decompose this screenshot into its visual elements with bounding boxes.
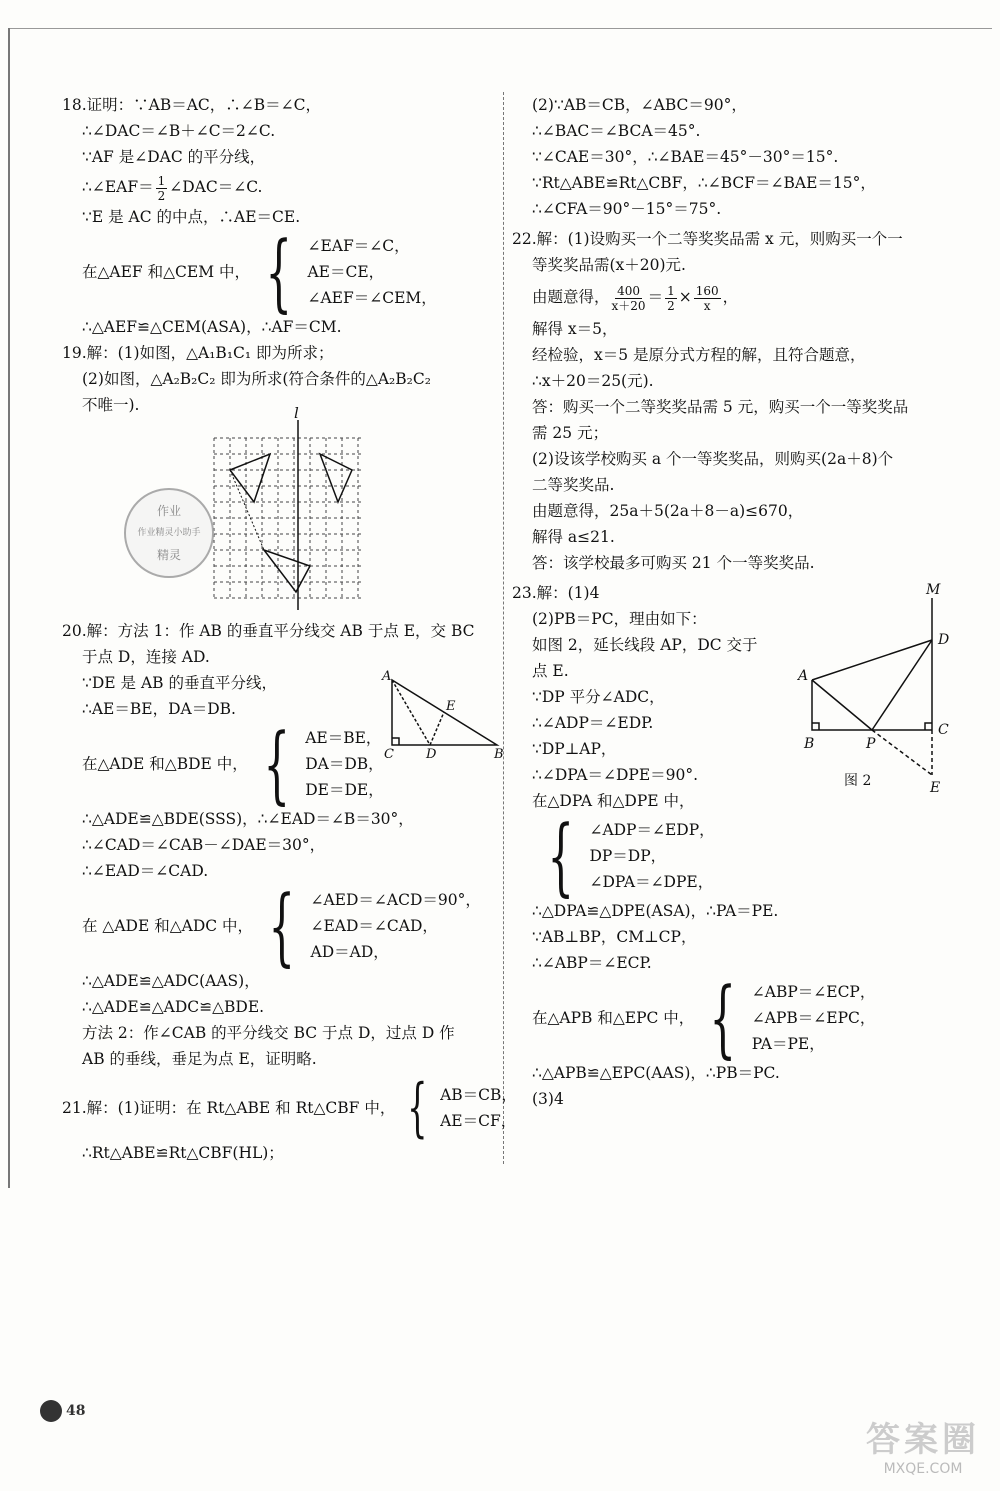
q18-line-5: ∴△AEF≌△CEM(ASA)，∴AF＝CM. [82, 318, 342, 336]
q22-line-1: 22.解：(1)设购买一个二等奖奖品需 x 元，则购买一个一 [512, 230, 903, 248]
q22-eq-lead: 由题意得， [532, 288, 610, 306]
q22-equation [512, 278, 962, 316]
q22-eq-mid: ＝ [647, 288, 664, 306]
q23-fig-label: M [926, 582, 941, 598]
q20-sys1-lead: 在△ADE 和△BDE 中， [82, 755, 248, 773]
q20-fig-label: E [446, 699, 456, 714]
q22-fraction-1 [612, 284, 646, 313]
brace-icon: { [263, 715, 290, 813]
q20-fig-label: B [494, 747, 504, 760]
q23-line-10: ∴△DPA≌△DPE(ASA)，∴PA＝PE. [532, 902, 779, 920]
q21-sys-rows [440, 1082, 517, 1134]
q18-system [62, 223, 502, 321]
q18-frac-den: 2 [157, 188, 166, 203]
q23-line-9: 在△DPA 和△DPE 中， [532, 792, 695, 810]
frac-den: 2 [667, 298, 675, 313]
q20-line-10: 方法 2：作∠CAB 的平分线交 BC 于点 D，过点 D 作 [82, 1024, 455, 1042]
brace-icon: { [709, 969, 737, 1067]
q20-sys2-row: ∠EAD＝∠CAD， [310, 917, 438, 935]
q21-sys-row: AB＝CB， [440, 1086, 517, 1104]
stamp-line: 作业精灵小助手 [137, 528, 201, 538]
q21-sys-row: AE＝CF， [440, 1112, 517, 1130]
brace-icon: { [407, 1071, 428, 1145]
q21b-line-3: ∵∠CAE＝30°，∴∠BAE＝45°－30°＝15°. [532, 148, 839, 166]
q22-line-7: 需 25 元； [532, 424, 609, 442]
q19-line-3: 不唯一). [82, 396, 140, 414]
q19-stamp [124, 488, 214, 578]
q23-fig-label: D [938, 632, 950, 648]
q23-sys1-rows [589, 817, 714, 895]
q18-system-lead: 在△AEF 和△CEM 中， [82, 263, 251, 281]
q23-sys2-row: ∠ABP＝∠ECP， [751, 983, 876, 1001]
q18-line-4: ∵E 是 AC 的中点，∴AE＝CE. [82, 208, 301, 226]
q21-lead: 21.解：(1)证明：在 Rt△ABE 和 Rt△CBF 中， [62, 1099, 396, 1117]
watermark [866, 1412, 980, 1477]
frac-den: x＋20 [611, 298, 646, 313]
q20-sys1-row: DA＝DB， [305, 755, 384, 773]
q18-line-1: 18.证明：∵AB＝AC，∴∠B＝∠C， [62, 96, 322, 114]
q23-fig-label: B [804, 736, 815, 752]
q21b-line-5: ∴∠CFA＝90°－15°＝75°. [532, 200, 722, 218]
q23-sys2-rows [752, 979, 876, 1057]
right-column [512, 92, 962, 1112]
q18-fraction-line [62, 170, 502, 204]
q20-line-8: ∴△ADE≌△ADC(AAS)， [82, 972, 260, 990]
q22-line-12: 答：该学校最多可购买 21 个一等奖奖品. [532, 554, 815, 572]
q22-eq-end: ， [722, 288, 739, 306]
watermark-url: MXQE.COM [883, 1461, 963, 1477]
q23-block [512, 580, 962, 905]
q23-fig-label: C [938, 722, 949, 738]
q20-line-6: ∴∠CAD＝∠CAB－∠DAE＝30°， [82, 836, 326, 854]
q22-line-4: 经检验，x＝5 是原分式方程的解，且符合题意， [532, 346, 866, 364]
q22-fraction-2 [665, 284, 677, 313]
q20-fig-label: D [426, 747, 437, 760]
stamp-line: 精灵 [156, 548, 181, 562]
q23-line-2: (2)PB＝PC，理由如下： [532, 610, 707, 628]
q22-line-10: 由题意得，25a＋5(2a＋8－a)≤670， [532, 502, 804, 520]
q21-line-end: ∴Rt△ABE≌Rt△CBF(HL)； [82, 1144, 284, 1162]
q19-grid-figure [212, 420, 392, 610]
q22-fraction-3 [694, 284, 721, 313]
q20-sys2-row: ∠AED＝∠ACD＝90°， [310, 891, 481, 909]
top-rule [8, 28, 992, 29]
frac-num: 160 [695, 283, 719, 298]
brace-icon: { [268, 877, 296, 975]
q18-line-3: ∵AF 是∠DAC 的平分线， [82, 148, 266, 166]
stamp-line: 作业 [156, 504, 181, 518]
q20-fig-label: A [382, 670, 392, 684]
left-column [62, 92, 517, 1166]
q18-frac-num: 1 [157, 173, 166, 188]
q20-triangle-figure [372, 670, 512, 760]
q20-block [62, 670, 504, 813]
q20-line-11: AB 的垂线，垂足为点 E，证明略. [82, 1050, 317, 1068]
q23-system-2 [512, 969, 962, 1067]
q23-sys2-lead: 在△APB 和△EPC 中， [532, 1009, 695, 1027]
q23-sys2-row: ∠APB＝∠EPC， [751, 1009, 876, 1027]
q20-line-3: ∵DE 是 AB 的垂直平分线， [82, 674, 277, 692]
q23-figure [782, 580, 972, 800]
q23-line-4: 点 E. [532, 662, 569, 680]
q20-sys2-rows [311, 887, 481, 965]
q23-fig-label: E [930, 780, 941, 796]
q23-line-7: ∵DP⊥AP， [532, 740, 617, 758]
q23-fig-label: A [798, 668, 809, 684]
q19-axis-label: l [294, 404, 299, 422]
q18-frac-prefix: ∴∠EAF＝ [82, 178, 154, 196]
q23-line-6: ∴∠ADP＝∠EDP. [532, 714, 654, 732]
q23-sys1-row: ∠ADP＝∠EDP， [589, 821, 715, 839]
q20-line-2: 于点 D，连接 AD. [82, 648, 210, 666]
q23-line-11: ∵AB⊥BP，CM⊥CP， [532, 928, 697, 946]
q23-sys1-row: ∠DPA＝∠DPE， [589, 873, 714, 891]
q23-line-15: (3)4 [532, 1090, 564, 1108]
q20-sys2-lead: 在 △ADE 和△ADC 中， [82, 917, 254, 935]
page-number [40, 1400, 85, 1422]
watermark-logo: 答案圈 [866, 1420, 980, 1460]
q20-line-7: ∴∠EAD＝∠CAD. [82, 862, 209, 880]
q23-line-8: ∴∠DPA＝∠DPE＝90°. [532, 766, 699, 784]
q18-frac-suffix: ∠DAC＝∠C. [169, 178, 263, 196]
q23-system-1 [512, 807, 962, 905]
q21-system [62, 1071, 517, 1145]
frac-den: x [703, 298, 711, 313]
q20-line-4: ∴AE＝BE，DA＝DB. [82, 700, 236, 718]
q20-sys1-row: DE＝DE， [305, 781, 384, 799]
q22-line-5: ∴x＋20＝25(元). [532, 372, 654, 390]
q20-sys2-row: AD＝AD， [310, 943, 389, 961]
q23-sys1-row: DP＝DP， [589, 847, 667, 865]
q21b-line-1: (2)∵AB＝CB，∠ABC＝90°， [532, 96, 747, 114]
q23-fig-caption: 图 2 [844, 773, 872, 789]
q22-line-2: 等奖奖品需(x＋20)元. [532, 256, 686, 274]
leaf-icon [40, 1400, 62, 1422]
q18-fraction [156, 174, 168, 203]
q20-line-1: 20.解：方法 1：作 AB 的垂直平分线交 AB 于点 E，交 BC [62, 622, 475, 640]
brace-icon: { [265, 223, 293, 321]
q18-sys-row: ∠EAF＝∠C， [307, 237, 410, 255]
frac-num: 400 [617, 283, 640, 298]
q22-times: × [678, 288, 692, 306]
q23-line-14: ∴△APB≌△EPC(AAS)，∴PB＝PC. [532, 1064, 780, 1082]
frac-num: 1 [667, 283, 675, 298]
q19-line-1: 19.解：(1)如图，△A₁B₁C₁ 即为所求； [62, 344, 334, 362]
q20-fig-label: C [384, 747, 394, 760]
q23-line-3: 如图 2，延长线段 AP，DC 交于 [532, 636, 758, 654]
q19-line-2: (2)如图，△A₂B₂C₂ 即为所求(符合条件的△A₂B₂C₂ [82, 370, 431, 388]
q22-line-6: 答：购买一个二等奖奖品需 5 元，购买一个一等奖奖品 [532, 398, 909, 416]
q22-line-11: 解得 a≤21. [532, 528, 615, 546]
q23-sys2-row: PA＝PE， [751, 1035, 825, 1053]
brace-icon: { [547, 807, 575, 905]
q23-line-5: ∵DP 平分∠ADC， [532, 688, 665, 706]
q23-line-1: 23.解：(1)4 [512, 584, 600, 602]
q18-line-2: ∴∠DAC＝∠B＋∠C＝2∠C. [82, 122, 276, 140]
q22-line-3: 解得 x＝5， [532, 320, 618, 338]
q22-line-9: 二等奖奖品. [532, 476, 615, 494]
q21b-line-2: ∴∠BAC＝∠BCA＝45°. [532, 122, 701, 140]
q18-system-rows [307, 233, 436, 311]
q20-system-2 [62, 877, 502, 975]
left-rule [8, 28, 10, 1188]
q18-sys-row: ∠AEF＝∠CEM， [307, 289, 437, 307]
q23-line-12: ∴∠ABP＝∠ECP. [532, 954, 652, 972]
q20-sys1-row: AE＝BE， [305, 729, 382, 747]
q20-line-9: ∴△ADE≌△ADC≌△BDE. [82, 998, 265, 1016]
q23-fig-label: P [866, 736, 876, 752]
q22-line-8: (2)设该学校购买 a 个一等奖奖品，则购买(2a＋8)个 [532, 450, 894, 468]
column-divider [503, 92, 504, 1164]
q18-sys-row: AE＝CE， [307, 263, 385, 281]
q21b-line-4: ∵Rt△ABE≌Rt△CBF，∴∠BCF＝∠BAE＝15°， [532, 174, 876, 192]
page-number-text: 48 [66, 1403, 86, 1419]
q20-line-5: ∴△ADE≌△BDE(SSS)，∴∠EAD＝∠B＝30°， [82, 810, 414, 828]
